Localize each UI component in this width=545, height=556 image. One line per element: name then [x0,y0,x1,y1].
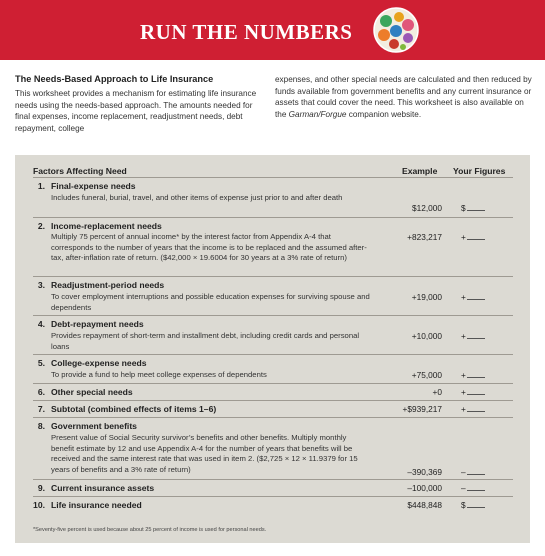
item-description: Provides repayment of short-term and installment debt, including credit cards and personal loans [51,331,360,351]
row-divider [33,400,513,401]
banner [0,0,545,60]
item-your-figure[interactable] [461,387,501,397]
row-divider [33,315,513,316]
item-your-blank[interactable] [467,490,485,491]
item-your-sign: $ [461,500,466,510]
header-your-figures: Your Figures [453,166,506,176]
item-your-sign: $ [461,203,466,213]
item-your-blank[interactable] [467,299,485,300]
worksheet-panel [15,155,530,543]
row-divider [33,496,513,497]
item-title: Final-expense needs [51,181,136,191]
item-title: College-expense needs [51,358,147,368]
item-your-blank[interactable] [467,239,485,240]
row-divider [33,354,513,355]
intro-left-column [15,74,265,134]
item-example-value: +$939,217 [402,404,442,414]
item-your-blank[interactable] [467,394,485,395]
intro-left-text: This worksheet provides a mechanism for estimating life insurance needs using the needs-based approach. The amounts needed for final expenses, income replacement, readjustment needs, debt repayment, college [15,89,257,133]
row-divider [33,479,513,480]
item-number: 1. [37,181,45,191]
header-example: Example [402,166,438,176]
intro-right-column [275,74,535,120]
item-your-blank[interactable] [467,474,485,475]
item-example-value: +19,000 [411,292,442,302]
item-your-figure[interactable] [461,203,501,213]
item-title: Government benefits [51,421,137,431]
item-your-sign: + [461,292,466,302]
item-your-figure[interactable] [461,404,501,414]
item-your-sign: + [461,404,466,414]
item-number: 4. [37,319,45,329]
item-example-value: –390,369 [407,467,442,477]
intro-section [0,74,545,144]
item-your-blank[interactable] [467,377,485,378]
item-example-value: +823,217 [407,232,442,242]
item-number: 9. [37,483,45,493]
item-number: 3. [37,280,45,290]
item-number: 5. [37,358,45,368]
item-your-sign: + [461,331,466,341]
item-your-sign: – [461,467,466,477]
item-title: Subtotal (combined effects of items 1–6) [51,404,217,414]
item-number: 10. [33,500,45,510]
item-description: To provide a fund to help meet college expenses of dependents [51,370,267,379]
item-number: 6. [37,387,45,397]
item-your-blank[interactable] [467,411,485,412]
intro-right-italic: Garman/Forgue [288,109,347,119]
item-description: Multiply 75 percent of annual income* by the interest factor from Appendix A-4 that corresponds to the number of years that the income is to be replaced and the assumed after-tax, after-inflation rate of return. ($42,000 × 19.6004 for 30 years at a 3% rate of return) [51,232,367,262]
row-divider [33,276,513,277]
item-your-figure[interactable] [461,292,501,302]
item-description: Includes funeral, burial, travel, and other items of expense just prior to and after death [51,193,343,202]
row-divider [33,383,513,384]
item-your-sign: + [461,370,466,380]
item-description: Present value of Social Security survivor’s benefits and other benefits. Multiply monthly benefit estimate by 12 and use Appendix A-4 for the number of years that benefits will be received and the same interest rate that was used in item 2. ($2,725 × 12 × 11.9379 for 15 years of benefits and a 3% rate of return) [51,433,358,474]
item-example-value: +0 [432,387,442,397]
row-divider [33,417,513,418]
footnote: *Seventy-five percent is used because about 25 percent of income is used for personal needs. [33,527,267,533]
item-example-value: $12,000 [412,203,442,213]
row-divider [33,217,513,218]
item-number: 8. [37,421,45,431]
item-your-sign: + [461,232,466,242]
header-factors: Factors Affecting Need [33,166,127,176]
item-example-value: –100,000 [407,483,442,493]
intro-right-text-end: companion website. [346,109,422,119]
item-your-figure[interactable] [461,370,501,380]
item-number: 7. [37,404,45,414]
item-title: Income-replacement needs [51,221,162,231]
item-title: Readjustment-period needs [51,280,165,290]
item-your-figure[interactable] [461,483,501,493]
item-your-blank[interactable] [467,338,485,339]
item-title: Other special needs [51,387,133,397]
item-your-sign: + [461,387,466,397]
item-your-sign: – [461,483,466,493]
item-your-blank[interactable] [467,507,485,508]
item-title: Debt-repayment needs [51,319,144,329]
item-example-value: $448,848 [407,500,442,510]
item-your-figure[interactable] [461,467,501,477]
item-your-figure[interactable] [461,500,501,510]
item-your-figure[interactable] [461,331,501,341]
banner-title: RUN THE NUMBERS [140,20,353,44]
header-divider [33,177,513,178]
item-your-blank[interactable] [467,210,485,211]
item-your-figure[interactable] [461,232,501,242]
item-example-value: +10,000 [411,331,442,341]
item-example-value: +75,000 [411,370,442,380]
item-number: 2. [37,221,45,231]
item-title: Life insurance needed [51,500,142,510]
intro-heading: The Needs-Based Approach to Life Insurance [15,74,214,84]
intro-right-text: expenses, and other special needs are calculated and then reduced by funds available from government benefits and any current insurance or assets that could cover the need. This worksheet is also available on the [275,75,532,119]
item-title: Current insurance assets [51,483,155,493]
numbers-ball-icon [372,6,420,54]
item-description: To cover employment interruptions and possible education expenses for surviving spouse and dependents [51,292,370,312]
